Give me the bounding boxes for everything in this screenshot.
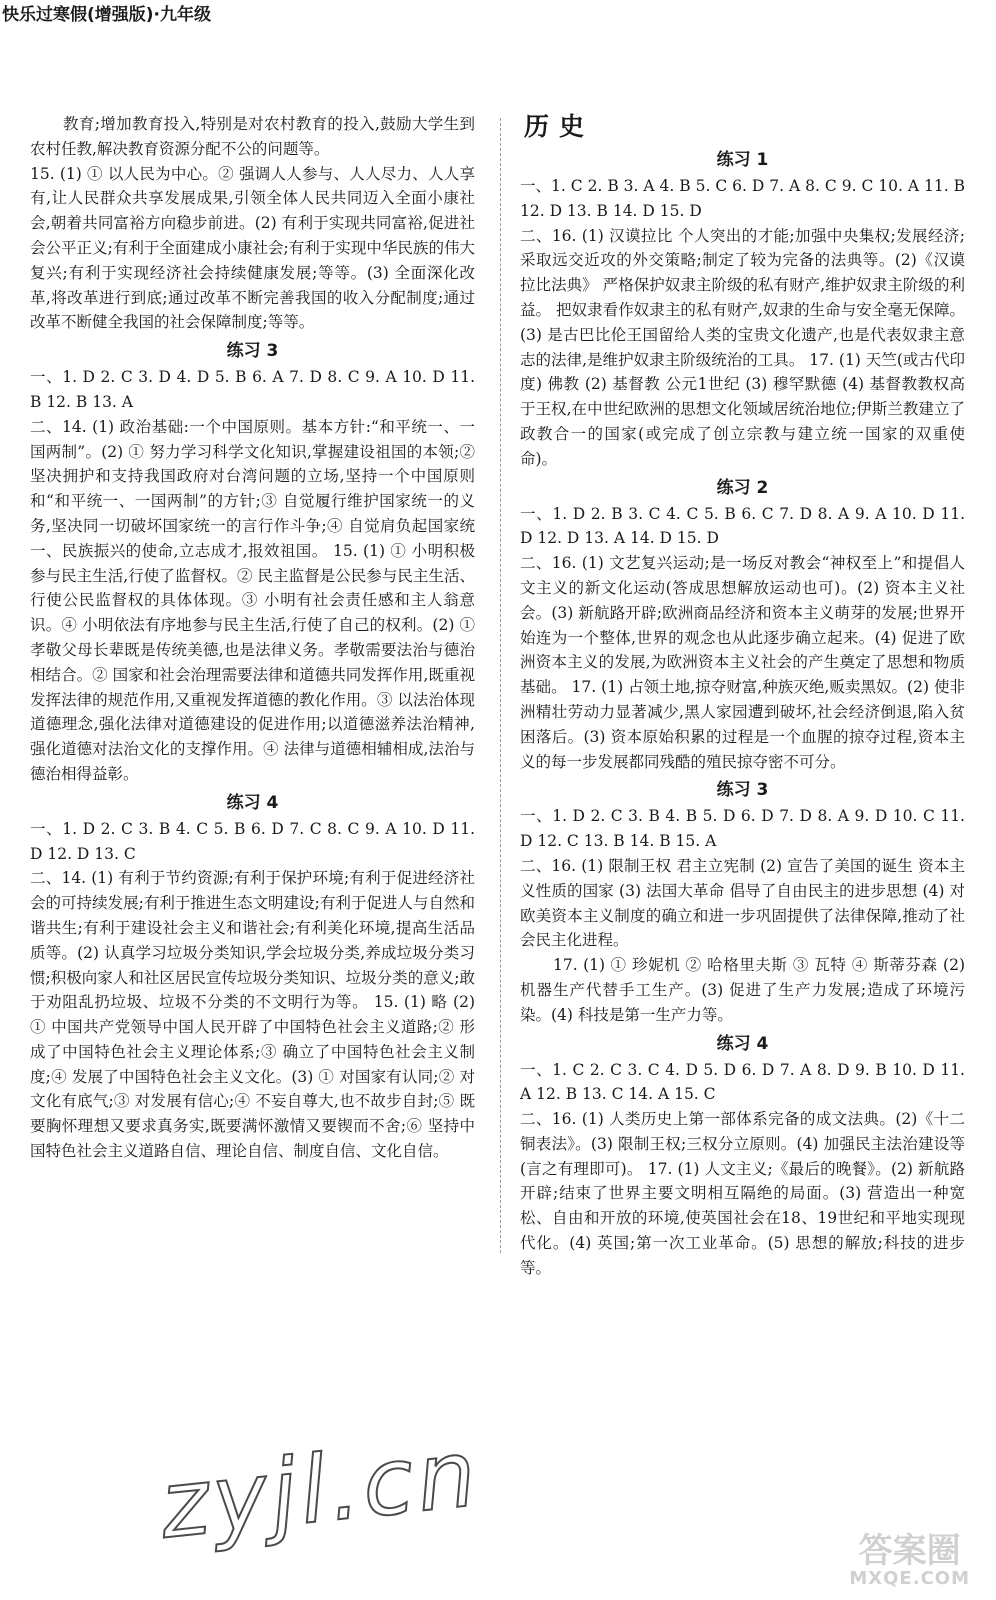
answer-paragraph: 二、16. (1) 限制王权 君主立宪制 (2) 宣告了美国的诞生 资本主义性质的国家 (3) 法国大革命 倡导了自由民主的进步思想 (4) 对欧美资本主义制度的确立和进一步巩固提供了法律保障,推动了社会民主化进程。 [520,856,965,950]
watermark-badge-url: MXQE.COM [849,1568,970,1589]
watermark-badge [849,1533,970,1589]
exercise-heading: 练习 4 [226,792,279,813]
answer-paragraph: 15. (1) ① 以人民为中心。② 强调人人参与、人人尽力、人人享有,让人民群众共享发展成果,引领全体人民共同迈入全面小康社会,朝着共同富裕方向稳步前进。(2) 有利于实现共同富裕,促进社会公平正义;有利于全面建成小康社会;有利于实现中华民族的伟大复兴;有利于实现经济社会持续健康发展;等等。(3) 全面深化改革,将改革进行到底;通过改革不断完善我国的收入分配制度;通过改革不断健全我国的社会保障制度;等等。 [30,164,475,332]
answer-paragraph: 教育;增加教育投入,特别是对农村教育的投入,鼓励大学生到农村任教,解决教育资源分配不公的问题等。 [30,115,475,158]
watermark-badge-title: 答案圈 [858,1531,961,1571]
choice-answers: 一、1. D 2. C 3. B 4. B 5. D 6. D 7. D 8. A 9. D 10. C 11. D 12. C 13. B 14. B 15. A [520,807,965,851]
choice-answers: 一、1. D 2. C 3. D 4. D 5. B 6. A 7. D 8. C 9. A 10. D 11. B 12. B 13. A [30,368,475,411]
choice-answers: 一、1. D 2. B 3. C 4. C 5. B 6. C 7. D 8. A 9. A 10. D 11. D 12. D 13. A 14. D 15. D [520,504,965,548]
exercise-heading: 练习 4 [716,1033,769,1054]
answer-paragraph: 二、16. (1) 汉谟拉比 个人突出的才能;加强中央集权;发展经济;采取远交近攻的外交策略;制定了较为完备的法典等。(2)《汉谟拉比法典》 严格保护奴隶主阶级的私有财产,维护奴隶主阶级的利益。 把奴隶看作奴隶主的私有财产,奴隶的生命与安全毫无保障。(3) 是古巴比伦王国留给人类的宝贵文化遗产,也是代表奴隶主意志的法律,是维护奴隶主阶级统治的工具。 17. (1) 天竺(或古代印度) 佛教 (2) 基督教 公元1世纪 (3) 穆罕默德 (4) 基督教教权高于王权,在中世纪欧洲的思想文化领域居统治地位;伊斯兰教建立了政教合一的国家(或完成了创立宗教与建立统一国家的双重使命)。 [520,226,965,468]
answer-paragraph: 二、16. (1) 文艺复兴运动;是一场反对教会“神权至上”和提倡人文主义的新文化运动(答成思想解放运动也可)。(2) 资本主义社会。(3) 新航路开辟;欧洲商品经济和资本主义萌芽的发展;世界开始连为一个整体,世界的观念也从此逐步确立起来。(4) 促进了欧洲资本主义的发展,为欧洲资本主义社会的产生奠定了思想和物质基础。 17. (1) 占领土地,掠夺财富,种族灭绝,贩卖黑奴。(2) 使非洲精壮劳动力显著减少,黑人家园遭到破坏,社会经济倒退,陷入贫困落后。(3) 资本原始积累的过程是一个血腥的掠夺过程,资本主义的每一步发展都同残酷的殖民掠夺密不可分。 [520,554,965,771]
choice-answers: 一、1. C 2. B 3. A 4. B 5. C 6. D 7. A 8. C 9. C 10. A 11. B 12. D 13. B 14. D 15. D [520,177,965,220]
left-column [30,112,475,1164]
watermark-logo: zyjl.cn [155,1419,485,1560]
choice-answers: 一、1. C 2. C 3. C 4. D 5. D 6. D 7. A 8. D 9. B 10. D 11. A 12. B 13. C 14. A 15. C [520,1060,965,1104]
answer-paragraph: 二、16. (1) 人类历史上第一部体系完备的成文法典。(2)《十二铜表法》。(3) 限制王权;三权分立原则。(4) 加强民主法治建设等(言之有理即可)。 17. (1) 人文主义;《最后的晚餐》。(2) 新航路开辟;结束了世界主要文明相互隔绝的局面。(3) 营造出一种宽松、自由和开放的环境,使英国社会在18、19世纪和平地实现现代化。(4) 英国;第一次工业革命。(5) 思想的解放;科技的进步等。 [520,1110,965,1277]
column-divider [500,118,501,1253]
running-header: 快乐过寒假(增强版)·九年级 [2,5,211,25]
answer-paragraph: 二、14. (1) 有利于节约资源;有利于保护环境;有利于促进经济社会的可持续发展;有利于推进生态文明建设;有利于促进人与自然和谐共生;有利于建设社会主义和谐社会;有利美化环境,提高生活品质等。(2) 认真学习垃圾分类知识,学会垃圾分类,养成垃圾分类习惯;积极向家人和社区居民宣传垃圾分类知识、垃圾分类的意义;敢于劝阻乱扔垃圾、垃圾不分类的不文明行为等。 15. (1) 略 (2) ① 中国共产党领导中国人民开辟了中国特色社会主义道路;② 形成了中国特色社会主义理论体系;③ 确立了中国特色社会主义制度;④ 发展了中国特色社会主义文化。(3) ① 对国家有认同;② 对文化有底气;③ 对发展有信心;④ 不妄自尊大,也不故步自封;⑤ 既要胸怀理想又要求真务实,既要满怀激情又要锲而不舍;⑥ 坚持中国特色社会主义道路自信、理论自信、制度自信、文化自信。 [30,869,475,1161]
exercise-heading: 练习 2 [716,477,769,498]
answer-paragraph: 17. (1) ① 珍妮机 ② 哈格里夫斯 ③ 瓦特 ④ 斯蒂芬森 (2) 机器生产代替手工生产。(3) 促进了生产力发展;造成了环境污染。(4) 科技是第一生产力等。 [520,956,965,1024]
answer-paragraph: 二、14. (1) 政治基础:一个中国原则。基本方针:“和平统一、一国两制”。(2) ① 努力学习科学文化知识,掌握建设祖国的本领;② 坚决拥护和支持我国政府对台湾问题的立场,坚持一个中国原则和“和平统一、一国两制”的方针;③ 自觉履行维护国家统一的义务,坚决同一切破坏国家统一的言行作斗争;④ 自觉肩负起国家统一、民族振兴的使命,立志成才,报效祖国。 15. (1) ① 小明积极参与民主生活,行使了监督权。② 民主监督是公民参与民主生活、行使公民监督权的具体体现。③ 小明有社会责任感和主人翁意识。④ 小明依法有序地参与民主生活,行使了自己的权利。(2) ① 孝敬父母长辈既是传统美德,也是法律义务。孝敬需要法治与德治相结合。② 国家和社会治理需要法律和道德共同发挥作用,既重视发挥法律的规范作用,又重视发挥道德的教化作用。③ 以法治体现道德理念,强化法律对道德建设的促进作用;以道德滋养法治精神,强化道德对法治文化的支撑作用。④ 法律与道德相辅相成,法治与德治相得益彰。 [30,417,475,783]
right-column [520,112,965,1281]
subject-title: 历史 [524,112,595,141]
exercise-heading: 练习 1 [716,150,769,170]
exercise-heading: 练习 3 [226,341,279,362]
exercise-heading: 练习 3 [716,780,769,801]
choice-answers: 一、1. D 2. C 3. B 4. C 5. B 6. D 7. C 8. C 9. A 10. D 11. D 12. D 13. C [30,819,475,863]
